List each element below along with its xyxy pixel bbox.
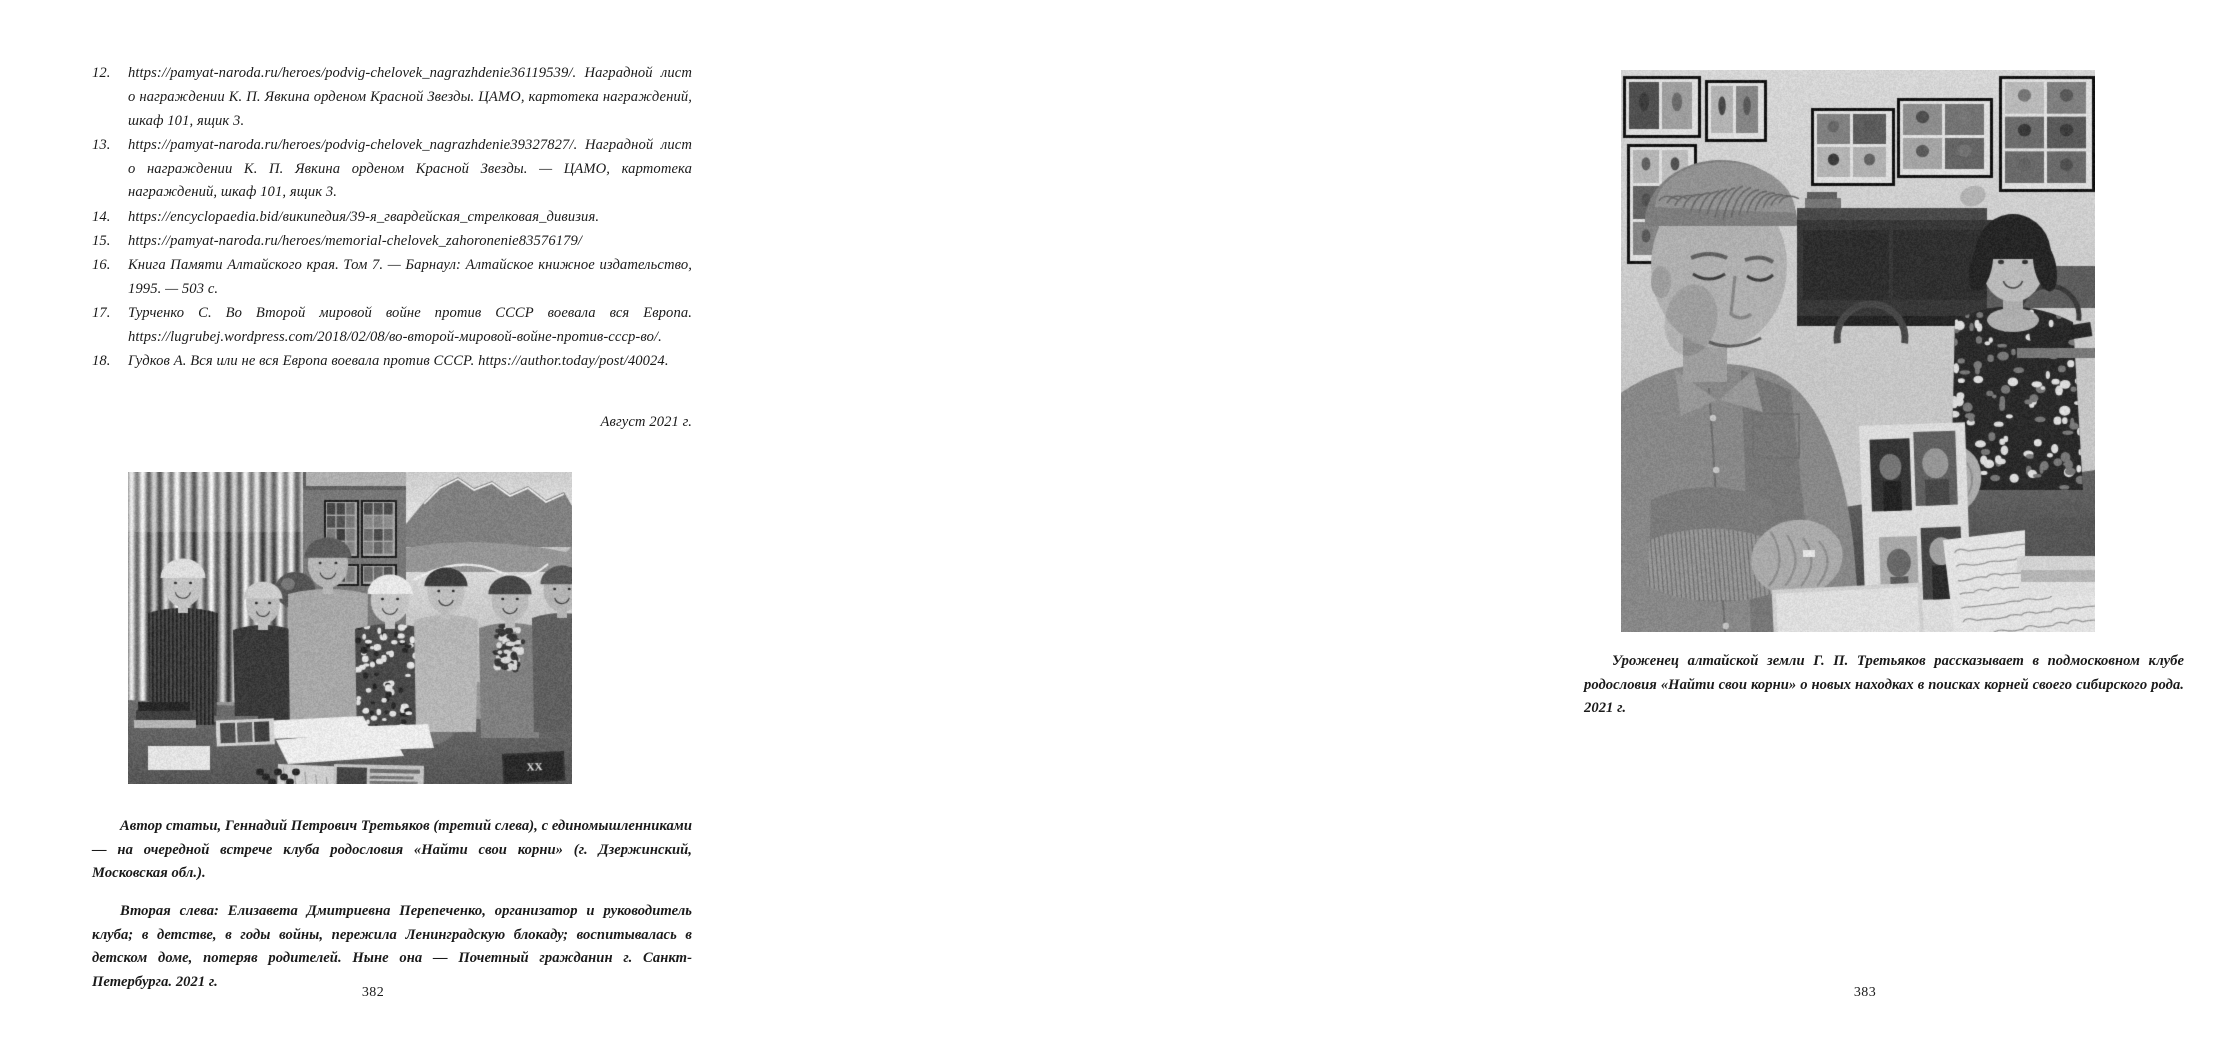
bibliography-item-text: https://pamyat-naroda.ru/heroes/podvig-chelovek_nagrazhdenie39327827/. Наградной лист о награждении К. П. Явкина орденом Красной Звезды. — ЦАМО, картотека награждений, шкаф 101, ящик 3. xyxy=(128,136,692,201)
caption-right xyxy=(1584,650,2184,721)
bibliography-item-number: 14. xyxy=(92,208,111,225)
bibliography-item-number: 12. xyxy=(92,65,111,81)
bibliography-item-text: https://pamyat-naroda.ru/heroes/podvig-chelovek_nagrazhdenie36119539/. Наградной лист о награждении К. П. Явкина орденом Красной Звезды. ЦАМО, картотека награждений, шкаф 101, ящик 3. xyxy=(128,65,692,129)
bibliography-item xyxy=(92,230,692,254)
bibliography-item-number: 15. xyxy=(92,232,111,249)
article-signoff-date: Август 2021 г. xyxy=(600,414,692,430)
group-photo-left xyxy=(128,472,572,784)
caption-right-paragraph: Уроженец алтайской земли Г. П. Третьяков рассказывает в подмосковном клубе родословия «Найти свои корни» о новых находках в поисках корней своего сибирского рода. 2021 г. xyxy=(1584,653,2184,717)
page-right xyxy=(746,0,2184,1058)
page-number-left: 382 xyxy=(361,985,385,1000)
bibliography-item-text: https://pamyat-naroda.ru/heroes/memorial-chelovek_zahoronenie83576179/ xyxy=(128,232,583,249)
bibliography-item xyxy=(92,254,692,302)
bibliography-item-text: https://encyclopaedia.bid/википедия/39-я_гвардейская_стрелковая_дивизия. xyxy=(128,208,600,225)
bibliography-item-text: Книга Памяти Алтайского края. Том 7. — Барнаул: Алтайское книжное издательство, 1995. — 503 с. xyxy=(128,257,692,298)
bibliography-item-text: Турченко С. Во Второй мировой войне против СССР воевала вся Европа. https://lugrubej.wordpress.com/2018/02/08/во-второй-мировой-войне-против-ссср-во/. xyxy=(128,305,692,346)
bibliography-item xyxy=(92,302,692,350)
page-number-right: 383 xyxy=(1853,985,1877,1000)
portrait-photo-right-canvas xyxy=(1621,70,2095,632)
bibliography-list xyxy=(92,62,692,375)
caption-left-paragraph: Вторая слева: Елизавета Дмитриевна Перепеченко, организатор и руководитель клуба; в детстве, в годы войны, пережила Ленинградскую блокаду; воспитывалась в детском доме, потеряв родителей. Ныне она — Почетный гражданин г. Санкт-Петербурга. 2021 г. xyxy=(92,902,692,990)
portrait-photo-right xyxy=(1621,70,2095,632)
bibliography-item xyxy=(92,206,692,230)
bibliography-item xyxy=(92,350,692,374)
bibliography-item xyxy=(92,134,692,205)
bibliography-item xyxy=(92,62,692,133)
bibliography-item-number: 16. xyxy=(92,257,111,274)
bibliography-item-number: 13. xyxy=(92,136,111,153)
caption-left xyxy=(92,815,692,994)
bibliography-item-number: 18. xyxy=(92,353,111,370)
page-left xyxy=(0,0,746,1058)
caption-left-paragraph: Автор статьи, Геннадий Петрович Третьяков (третий слева), с единомышленниками — на очередной встрече клуба родословия «Найти свои корни» (г. Дзержинский, Московская обл.). xyxy=(92,818,692,882)
bibliography-item-number: 17. xyxy=(92,305,111,322)
group-photo-left-canvas xyxy=(128,472,572,784)
bibliography-item-text: Гудков А. Вся или не вся Европа воевала против СССР. https://author.today/post/40024. xyxy=(128,353,669,370)
